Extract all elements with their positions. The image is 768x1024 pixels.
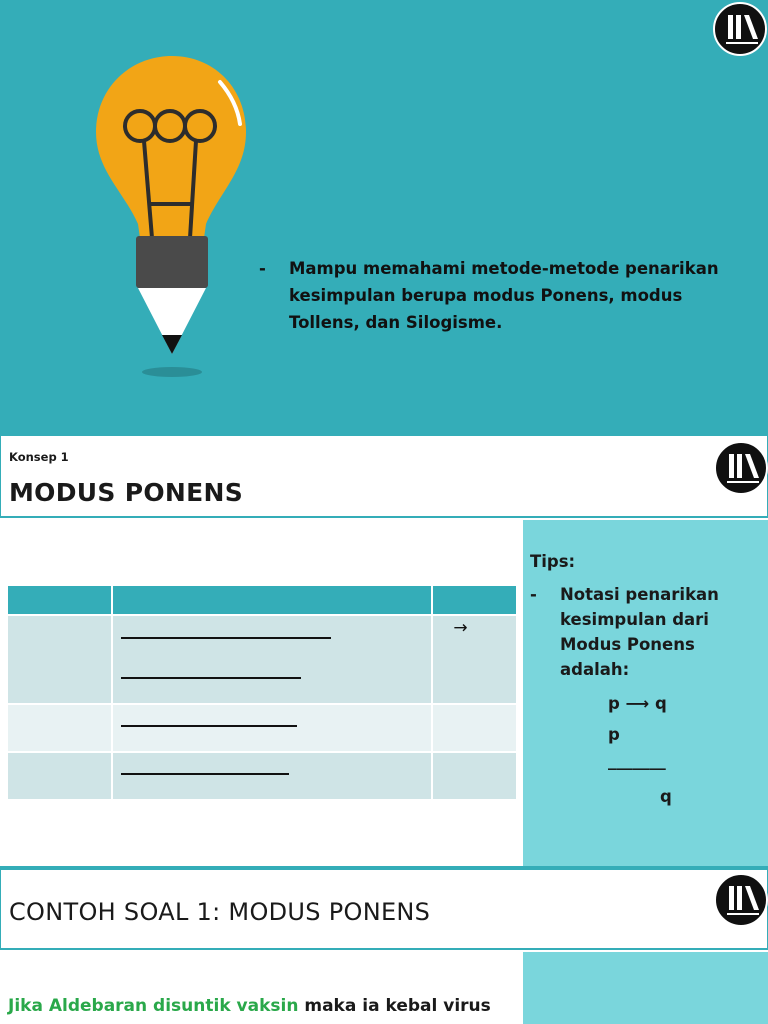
slide-title: MODUS PONENS bbox=[9, 478, 243, 507]
concept-slide bbox=[0, 433, 768, 866]
tips-line: adalah: bbox=[560, 660, 630, 679]
objective-text: Mampu memahami metode-metode penarikan kesimpulan berupa modus Ponens, modus Tollens, dan Silogisme. bbox=[289, 259, 719, 332]
tips-line: Modus Ponens bbox=[560, 635, 695, 654]
table-cell bbox=[432, 752, 517, 800]
table-cell bbox=[432, 615, 517, 704]
table-header-row bbox=[7, 585, 517, 615]
slide-subtitle: Konsep 1 bbox=[9, 450, 69, 464]
table-cell bbox=[7, 704, 112, 752]
table-row bbox=[7, 704, 517, 752]
slide-header bbox=[0, 870, 768, 950]
slide-header bbox=[0, 436, 768, 518]
implication-symbol: → bbox=[453, 618, 468, 638]
brand-logo-icon bbox=[714, 873, 768, 927]
lightbulb-pencil-icon bbox=[92, 52, 252, 382]
table-row bbox=[7, 752, 517, 800]
brand-logo-icon bbox=[713, 2, 767, 56]
table-cell bbox=[112, 752, 433, 800]
example-statement bbox=[8, 996, 491, 1016]
blank-line bbox=[121, 725, 297, 727]
modus-ponens-table bbox=[6, 584, 518, 801]
table-row bbox=[7, 615, 517, 704]
blank-line bbox=[121, 773, 289, 775]
table-header-cell bbox=[7, 585, 112, 615]
table-cell bbox=[7, 752, 112, 800]
table-header-cell bbox=[112, 585, 433, 615]
tips-heading: Tips: bbox=[530, 552, 576, 571]
tips-panel bbox=[523, 520, 768, 866]
learning-objective bbox=[259, 255, 739, 336]
objective-bullet: - bbox=[259, 259, 266, 278]
table-header-cell bbox=[432, 585, 517, 615]
table-cell bbox=[432, 704, 517, 752]
example-slide bbox=[0, 866, 768, 1024]
table-cell bbox=[112, 615, 433, 704]
example-antecedent: Jika Aldebaran disuntik vaksin bbox=[8, 996, 299, 1016]
example-consequent: maka ia kebal virus bbox=[298, 996, 491, 1016]
blank-line bbox=[121, 677, 301, 679]
brand-logo-icon bbox=[714, 441, 768, 495]
table-cell bbox=[112, 704, 433, 752]
objective-slide bbox=[0, 0, 768, 433]
tips-line: Notasi penarikan bbox=[560, 585, 719, 604]
slide-title: CONTOH SOAL 1: MODUS PONENS bbox=[9, 898, 431, 926]
conclusion: q bbox=[660, 787, 672, 806]
premise-two: p bbox=[608, 725, 620, 744]
premise-one: p ⟶ q bbox=[608, 694, 667, 713]
tips-line: kesimpulan dari bbox=[560, 610, 709, 629]
table-cell bbox=[7, 615, 112, 704]
conclusion-divider: _______ bbox=[608, 751, 666, 770]
tips-bullet: - bbox=[530, 585, 537, 604]
blank-line bbox=[121, 637, 331, 639]
side-panel bbox=[523, 952, 768, 1024]
